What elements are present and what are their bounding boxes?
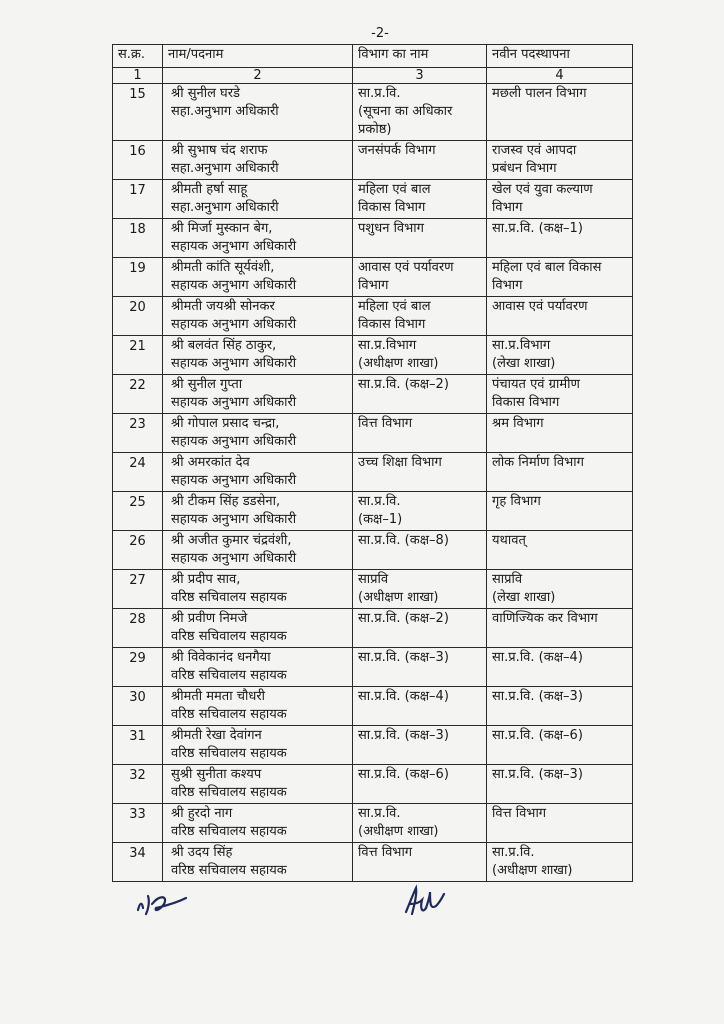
name-designation-cell <box>163 804 353 843</box>
current-department-line: साप्रवि <box>358 572 389 587</box>
current-department-line: उच्च शिक्षा विभाग <box>358 455 442 470</box>
current-department-cell <box>353 219 487 258</box>
current-department-line: वित्त विभाग <box>358 416 413 431</box>
employee-name: श्री अजीत कुमार चंद्रवंशी, <box>171 533 292 548</box>
current-department-line: विभाग <box>358 278 389 293</box>
table-row <box>113 219 633 258</box>
column-number-row <box>113 68 633 84</box>
current-department-line: (अधीक्षण शाखा) <box>358 824 439 839</box>
employee-name: श्री सुनील घरडे <box>171 86 240 101</box>
current-department-line: सा.प्र.वि. (कक्ष–4) <box>358 689 449 704</box>
header-new-posting: नवीन पदस्थापना <box>487 45 633 68</box>
new-posting-line: पंचायत एवं ग्रामीण <box>492 377 580 392</box>
current-department-line: सा.प्र.वि. <box>358 86 401 101</box>
serial-number: 25 <box>113 492 163 531</box>
current-department-cell <box>353 453 487 492</box>
current-department-cell <box>353 765 487 804</box>
employee-designation: वरिष्ठ सचिवालय सहायक <box>171 668 287 683</box>
name-designation-cell <box>163 609 353 648</box>
current-department-line: सा.प्र.वि. (कक्ष–2) <box>358 377 449 392</box>
name-designation-cell <box>163 375 353 414</box>
new-posting-cell <box>487 531 633 570</box>
current-department-cell <box>353 84 487 141</box>
table-row <box>113 453 633 492</box>
name-designation-cell <box>163 648 353 687</box>
name-designation-cell <box>163 84 353 141</box>
name-designation-cell <box>163 570 353 609</box>
serial-number: 28 <box>113 609 163 648</box>
current-department-cell <box>353 414 487 453</box>
current-department-line: प्रकोष्ठ) <box>358 122 392 137</box>
new-posting-cell <box>487 258 633 297</box>
initials-signature-center <box>400 882 448 922</box>
new-posting-cell <box>487 414 633 453</box>
employee-designation: वरिष्ठ सचिवालय सहायक <box>171 863 287 878</box>
employee-designation: सहा.अनुभाग अधिकारी <box>171 161 279 176</box>
current-department-cell <box>353 180 487 219</box>
new-posting-line: विकास विभाग <box>492 395 560 410</box>
column-number: 4 <box>487 68 633 84</box>
employee-designation: सहायक अनुभाग अधिकारी <box>171 317 297 332</box>
name-designation-cell <box>163 531 353 570</box>
current-department-line: सा.प्र.वि. (कक्ष–8) <box>358 533 449 548</box>
employee-name: श्रीमती हर्षा साहू <box>171 182 248 197</box>
serial-number: 27 <box>113 570 163 609</box>
current-department-cell <box>353 726 487 765</box>
employee-name: श्री प्रदीप साव, <box>171 572 241 587</box>
page-number: -2- <box>371 26 389 41</box>
employee-designation: वरिष्ठ सचिवालय सहायक <box>171 746 287 761</box>
employee-name: श्री टीकम सिंह डडसेना, <box>171 494 281 509</box>
current-department-cell <box>353 375 487 414</box>
new-posting-cell <box>487 297 633 336</box>
employee-name: श्री सुनील गुप्ता <box>171 377 243 392</box>
employee-designation: सहायक अनुभाग अधिकारी <box>171 239 297 254</box>
new-posting-line: वाणिज्यिक कर विभाग <box>492 611 598 626</box>
employee-designation: सहायक अनुभाग अधिकारी <box>171 434 297 449</box>
table-body <box>113 84 633 882</box>
employee-designation: सहायक अनुभाग अधिकारी <box>171 551 297 566</box>
current-department-line: सा.प्र.वि. <box>358 494 401 509</box>
column-number: 3 <box>353 68 487 84</box>
table-row <box>113 141 633 180</box>
new-posting-line: महिला एवं बाल विकास <box>492 260 602 275</box>
table-row <box>113 531 633 570</box>
serial-number: 23 <box>113 414 163 453</box>
current-department-cell <box>353 687 487 726</box>
new-posting-line: (लेखा शाखा) <box>492 356 556 371</box>
employee-name: श्री उदय सिंह <box>171 845 233 860</box>
new-posting-cell <box>487 180 633 219</box>
serial-number: 18 <box>113 219 163 258</box>
employee-designation: सहायक अनुभाग अधिकारी <box>171 395 297 410</box>
new-posting-cell <box>487 219 633 258</box>
serial-number: 19 <box>113 258 163 297</box>
current-department-cell <box>353 843 487 882</box>
name-designation-cell <box>163 258 353 297</box>
new-posting-line: सा.प्र.वि. <box>492 845 535 860</box>
employee-name: श्री बलवंत सिंह ठाकुर, <box>171 338 277 353</box>
current-department-line: सा.प्र.विभाग <box>358 338 417 353</box>
employee-designation: सहायक अनुभाग अधिकारी <box>171 512 297 527</box>
employee-name: श्री प्रवीण निमजे <box>171 611 248 626</box>
current-department-cell <box>353 258 487 297</box>
serial-number: 16 <box>113 141 163 180</box>
table-row <box>113 765 633 804</box>
name-designation-cell <box>163 414 353 453</box>
table-row <box>113 180 633 219</box>
new-posting-line: सा.प्र.वि. (कक्ष–4) <box>492 650 583 665</box>
serial-number: 21 <box>113 336 163 375</box>
new-posting-line: सा.प्र.वि. (कक्ष–3) <box>492 767 583 782</box>
current-department-cell <box>353 297 487 336</box>
employee-designation: सहा.अनुभाग अधिकारी <box>171 104 279 119</box>
new-posting-line: सा.प्र.वि. (कक्ष–1) <box>492 221 583 236</box>
new-posting-cell <box>487 765 633 804</box>
employee-name: सुश्री सुनीता कश्यप <box>171 767 262 782</box>
current-department-line: (सूचना का अधिकार <box>358 104 453 119</box>
name-designation-cell <box>163 687 353 726</box>
table-row <box>113 804 633 843</box>
new-posting-cell <box>487 84 633 141</box>
table-row <box>113 258 633 297</box>
employee-designation: सहा.अनुभाग अधिकारी <box>171 200 279 215</box>
header-name-designation: नाम/पदनाम <box>163 45 353 68</box>
new-posting-line: वित्त विभाग <box>492 806 547 821</box>
new-posting-line: गृह विभाग <box>492 494 541 509</box>
new-posting-line: सा.प्र.वि. (कक्ष–6) <box>492 728 583 743</box>
name-designation-cell <box>163 297 353 336</box>
new-posting-line: प्रबंधन विभाग <box>492 161 557 176</box>
employee-name: श्री गोपाल प्रसाद चन्द्रा, <box>171 416 280 431</box>
serial-number: 15 <box>113 84 163 141</box>
employee-designation: सहायक अनुभाग अधिकारी <box>171 473 297 488</box>
serial-number: 32 <box>113 765 163 804</box>
header-row <box>113 45 633 68</box>
table-row <box>113 687 633 726</box>
new-posting-cell <box>487 453 633 492</box>
current-department-line: महिला एवं बाल <box>358 182 431 197</box>
current-department-cell <box>353 141 487 180</box>
current-department-line: (कक्ष–1) <box>358 512 403 527</box>
new-posting-line: साप्रवि <box>492 572 523 587</box>
serial-number: 33 <box>113 804 163 843</box>
employee-designation: वरिष्ठ सचिवालय सहायक <box>171 785 287 800</box>
new-posting-cell <box>487 804 633 843</box>
new-posting-cell <box>487 570 633 609</box>
new-posting-line: राजस्व एवं आपदा <box>492 143 577 158</box>
current-department-line: सा.प्र.वि. <box>358 806 401 821</box>
column-number: 1 <box>113 68 163 84</box>
current-department-cell <box>353 648 487 687</box>
employee-designation: वरिष्ठ सचिवालय सहायक <box>171 824 287 839</box>
serial-number: 29 <box>113 648 163 687</box>
name-designation-cell <box>163 765 353 804</box>
serial-number: 31 <box>113 726 163 765</box>
current-department-line: महिला एवं बाल <box>358 299 431 314</box>
new-posting-line: मछली पालन विभाग <box>492 86 587 101</box>
employee-name: श्री सुभाष चंद शराफ <box>171 143 268 158</box>
new-posting-cell <box>487 492 633 531</box>
current-department-line: विकास विभाग <box>358 200 426 215</box>
current-department-line: वित्त विभाग <box>358 845 413 860</box>
current-department-line: सा.प्र.वि. (कक्ष–3) <box>358 650 449 665</box>
new-posting-cell <box>487 375 633 414</box>
current-department-line: सा.प्र.वि. (कक्ष–3) <box>358 728 449 743</box>
employee-designation: वरिष्ठ सचिवालय सहायक <box>171 707 287 722</box>
serial-number: 24 <box>113 453 163 492</box>
new-posting-cell <box>487 687 633 726</box>
header-department: विभाग का नाम <box>353 45 487 68</box>
current-department-cell <box>353 531 487 570</box>
current-department-line: आवास एवं पर्यावरण <box>358 260 454 275</box>
current-department-cell <box>353 609 487 648</box>
transfer-table <box>112 44 633 882</box>
employee-name: श्रीमती ममता चौधरी <box>171 689 266 704</box>
table-row <box>113 336 633 375</box>
table-row <box>113 492 633 531</box>
employee-designation: सहायक अनुभाग अधिकारी <box>171 356 297 371</box>
employee-name: श्रीमती कांति सूर्यवंशी, <box>171 260 275 275</box>
table-row <box>113 648 633 687</box>
employee-name: श्री अमरकांत देव <box>171 455 250 470</box>
table-row <box>113 297 633 336</box>
name-designation-cell <box>163 141 353 180</box>
table-row <box>113 375 633 414</box>
new-posting-line: लोक निर्माण विभाग <box>492 455 584 470</box>
column-number: 2 <box>163 68 353 84</box>
current-department-cell <box>353 492 487 531</box>
current-department-line: जनसंपर्क विभाग <box>358 143 436 158</box>
new-posting-cell <box>487 648 633 687</box>
current-department-cell <box>353 336 487 375</box>
new-posting-line: आवास एवं पर्यावरण <box>492 299 588 314</box>
new-posting-line: विभाग <box>492 278 523 293</box>
employee-name: श्रीमती जयश्री सोनकर <box>171 299 275 314</box>
new-posting-cell <box>487 726 633 765</box>
new-posting-cell <box>487 609 633 648</box>
serial-number: 20 <box>113 297 163 336</box>
table-row <box>113 726 633 765</box>
new-posting-line: सा.प्र.वि. (कक्ष–3) <box>492 689 583 704</box>
name-designation-cell <box>163 843 353 882</box>
employee-name: श्रीमती रेखा देवांगन <box>171 728 262 743</box>
table-row <box>113 843 633 882</box>
current-department-line: सा.प्र.वि. (कक्ष–2) <box>358 611 449 626</box>
current-department-line: सा.प्र.वि. (कक्ष–6) <box>358 767 449 782</box>
table-row <box>113 84 633 141</box>
serial-number: 26 <box>113 531 163 570</box>
new-posting-line: यथावत् <box>492 533 526 548</box>
header-serial-no: स.क्र. <box>113 45 163 68</box>
table-row <box>113 609 633 648</box>
current-department-cell <box>353 570 487 609</box>
new-posting-cell <box>487 336 633 375</box>
employee-name: श्री मिर्जा मुस्कान बेग, <box>171 221 273 236</box>
employee-designation: सहायक अनुभाग अधिकारी <box>171 278 297 293</box>
new-posting-cell <box>487 141 633 180</box>
serial-number: 34 <box>113 843 163 882</box>
new-posting-cell <box>487 843 633 882</box>
new-posting-line: श्रम विभाग <box>492 416 544 431</box>
name-designation-cell <box>163 219 353 258</box>
current-department-line: (अधीक्षण शाखा) <box>358 356 439 371</box>
serial-number: 22 <box>113 375 163 414</box>
employee-name: श्री हुरदो नाग <box>171 806 233 821</box>
current-department-line: विकास विभाग <box>358 317 426 332</box>
employee-designation: वरिष्ठ सचिवालय सहायक <box>171 590 287 605</box>
name-designation-cell <box>163 336 353 375</box>
name-designation-cell <box>163 453 353 492</box>
new-posting-line: खेल एवं युवा कल्याण <box>492 182 593 197</box>
table-row <box>113 414 633 453</box>
current-department-line: पशुधन विभाग <box>358 221 424 236</box>
employee-name: श्री विवेकानंद धनगैया <box>171 650 271 665</box>
new-posting-line: (अधीक्षण शाखा) <box>492 863 573 878</box>
employee-designation: वरिष्ठ सचिवालय सहायक <box>171 629 287 644</box>
current-department-cell <box>353 804 487 843</box>
name-designation-cell <box>163 180 353 219</box>
table-row <box>113 570 633 609</box>
new-posting-line: विभाग <box>492 200 523 215</box>
name-designation-cell <box>163 492 353 531</box>
new-posting-line: (लेखा शाखा) <box>492 590 556 605</box>
initials-signature-left <box>134 884 194 924</box>
serial-number: 17 <box>113 180 163 219</box>
current-department-line: (अधीक्षण शाखा) <box>358 590 439 605</box>
name-designation-cell <box>163 726 353 765</box>
new-posting-line: सा.प्र.विभाग <box>492 338 551 353</box>
serial-number: 30 <box>113 687 163 726</box>
